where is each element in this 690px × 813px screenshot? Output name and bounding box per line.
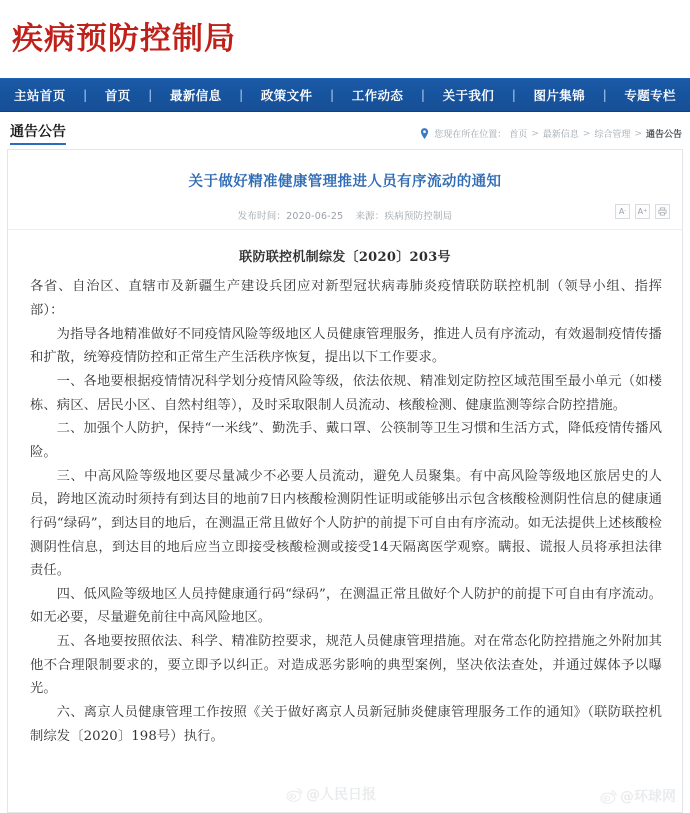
location-pin-icon: [420, 128, 429, 139]
article-meta-row: [8, 208, 682, 230]
main-navigation: [0, 78, 690, 112]
article-tools: [615, 204, 670, 219]
article-meta-text: [238, 208, 453, 222]
breadcrumb-separator: >: [531, 128, 539, 139]
breadcrumb-item-general-management[interactable]: 综合管理: [594, 130, 631, 140]
nav-separator: |: [511, 88, 517, 102]
watermark-peoples-daily: [286, 784, 376, 804]
nav-item-photo-gallery[interactable]: 图片集锦: [533, 88, 586, 103]
nav-item-about-us[interactable]: 关于我们: [442, 88, 495, 103]
print-button[interactable]: [655, 204, 670, 219]
breadcrumb: [420, 127, 682, 145]
article-paragraph: 一、各地要根据疫情情况科学划分疫情风险等级，依法依规、精准划定防控区域范围至最小单元（如楼栋、病区、居民小区、自然村组等），及时采取限制人员流动、核酸检测、健康监测等综合防控措施。: [30, 373, 662, 413]
nav-item-work-updates[interactable]: 工作动态: [351, 88, 404, 103]
site-masthead: [0, 0, 690, 78]
nav-separator: |: [83, 88, 88, 102]
article-title: 关于做好精准健康管理推进人员有序流动的通知: [188, 174, 502, 190]
nav-item-home[interactable]: 首页: [104, 88, 131, 103]
article-paragraph: 为指导各地精准做好不同疫情风险等级地区人员健康管理服务，推进人员有序流动，有效遏制疫情传播和扩散，统筹疫情防控和正常生产生活秩序恢复，提出以下工作要求。: [30, 326, 662, 366]
breadcrumb-item-current: 通告公告: [645, 130, 682, 140]
nav-separator: |: [148, 88, 153, 102]
article-paragraph: 六、离京人员健康管理工作按照《关于做好离京人员新冠肺炎健康管理服务工作的通知》（联防联控机制综发〔2020〕198号）执行。: [30, 705, 662, 744]
publish-time-label: 发布时间：: [237, 211, 287, 223]
article-paragraph: 四、低风险等级地区人员持健康通行码“绿码”，在测温正常且做好个人防护的前提下可自由有序流动。如无必要，尽量避免前往中高风险地区。: [30, 586, 662, 626]
article-paragraph: 三、中高风险等级地区要尽量减少不必要人员流动，避免人员聚集。有中高风险等级地区旅居史的人员，跨地区流动时须持有到达目的地前7日内核酸检测阴性证明或能够出示包含核酸检测阴性信息的健康通行码“绿码”，到达目的地后，在测温正常且做好个人防护的前提下可自由有序流动。如无法提供上述核酸检测阴性信息，到达目的地后应当立即接受核酸检测或接受14天隔离医学观察。瞒报、谎报人员将承担法律责任。: [30, 468, 662, 579]
print-icon: [658, 207, 667, 216]
nav-separator: |: [602, 88, 607, 102]
nav-item-special-columns[interactable]: 专题专栏: [624, 88, 676, 103]
section-header-bar: [0, 112, 690, 145]
article-panel: [7, 149, 683, 813]
page-title: 通告公告: [10, 125, 66, 145]
article-paragraph: 二、加强个人防护，保持“一米线”、勤洗手、戴口罩、公筷制等卫生习惯和生活方式，降低疫情传播风险。: [30, 421, 662, 460]
nav-separator: |: [239, 88, 244, 102]
nav-separator: |: [329, 88, 335, 102]
breadcrumb-separator: >: [582, 128, 591, 139]
article-body: [8, 265, 682, 748]
site-logo: 疾病预防控制局: [12, 20, 236, 57]
watermark-huanqiu: [600, 786, 676, 806]
breadcrumb-label: 您现在所在位置：: [434, 130, 507, 140]
watermark-handle: @人民日报: [306, 787, 376, 803]
source-label: 来源：: [355, 211, 385, 223]
article-paragraph: 五、各地要按照依法、科学、精准防控要求，规范人员健康管理措施。对在常态化防控措施之外附加其他不合理限制要求的，要立即予以纠正。对造成恶劣影响的典型案例，坚决依法查处，并通过媒体予以曝光。: [30, 634, 662, 697]
weibo-logo-icon: [600, 788, 617, 805]
source-value: 疾病预防控制局: [384, 211, 453, 223]
nav-item-policy-documents[interactable]: 政策文件: [260, 88, 313, 103]
watermark-handle: @环球网: [620, 789, 676, 805]
document-number: 联防联控机制综发〔2020〕203号: [239, 250, 451, 266]
publish-date: 2020-06-25: [286, 211, 344, 223]
nav-separator: |: [420, 88, 426, 102]
breadcrumb-item-latest-news[interactable]: 最新信息: [542, 130, 579, 140]
weibo-logo-icon: [286, 786, 303, 803]
increase-font-button[interactable]: A +: [635, 204, 650, 219]
nav-item-latest-news[interactable]: 最新信息: [169, 88, 222, 103]
breadcrumb-separator: >: [634, 128, 642, 139]
decrease-font-button[interactable]: A -: [615, 204, 630, 219]
article-paragraph: 各省、自治区、直辖市及新疆生产建设兵团应对新型冠状病毒肺炎疫情联防联控机制（领导小组、指挥部）：: [30, 279, 662, 318]
breadcrumb-item-home[interactable]: 首页: [509, 130, 528, 140]
nav-item-main-home[interactable]: 主站首页: [14, 88, 66, 103]
